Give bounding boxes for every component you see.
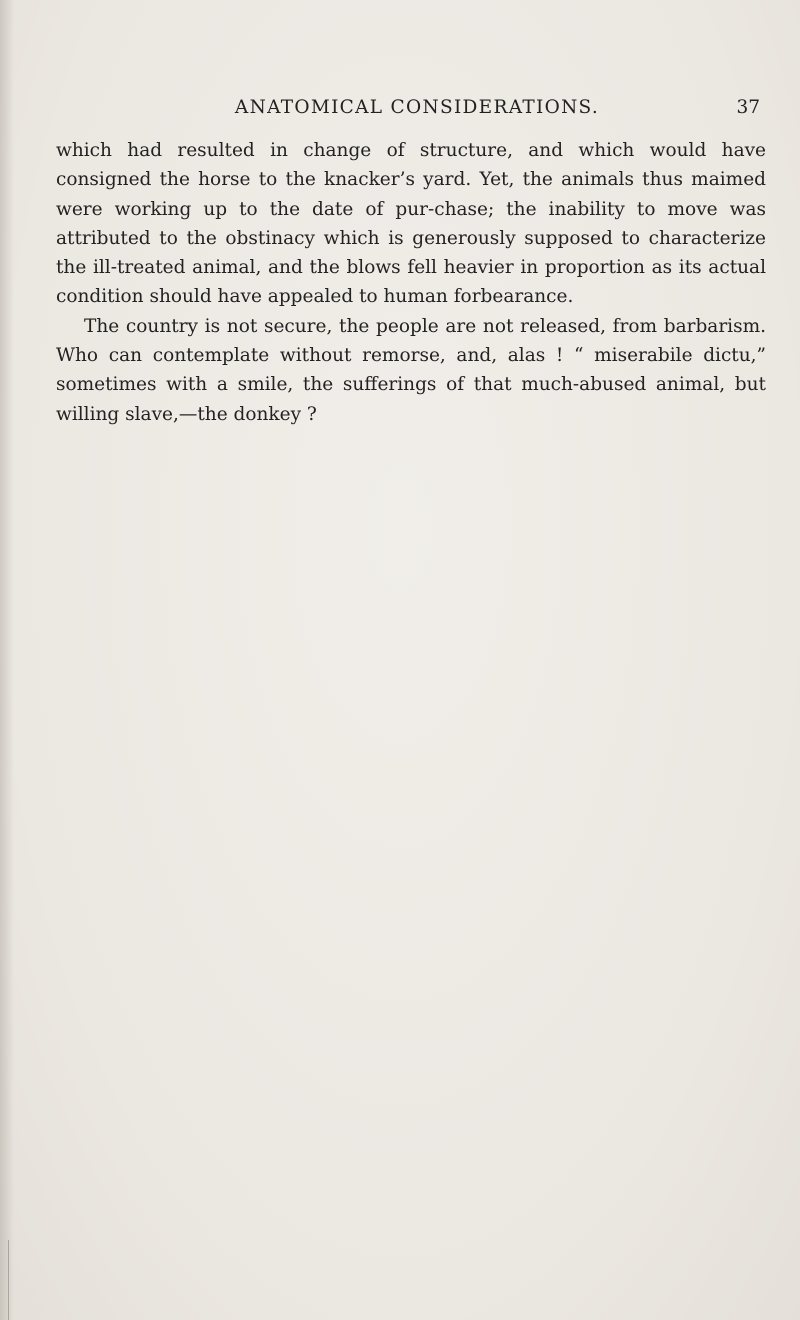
page-number: 37 [736,97,760,118]
running-head [66,93,760,123]
running-head-title: ANATOMICAL CONSIDERATIONS. [234,97,600,118]
paragraph-2: The country is not secure, the people are not released, from barbarism. Who can contemplate without remorse, and, alas ! “ miserabile dictu,” sometimes with a smile, the sufferings of that much-abused animal, but willing slave,—the donkey ? [56,315,766,425]
body-text [56,136,766,429]
page-edge-line [8,1240,9,1320]
paragraph-1: which had resulted in change of structure, and which would have consigned the horse to the knacker’s yard. Yet, the animals thus maimed were working up to the date of pur-chase; the inability to move was attributed to the obstinacy which is generously supposed to characterize the ill-treated animal, and the blows fell heavier in proportion as its actual condition should have appealed to human forbearance. [56,140,766,308]
page-gutter-shadow [0,0,14,1320]
